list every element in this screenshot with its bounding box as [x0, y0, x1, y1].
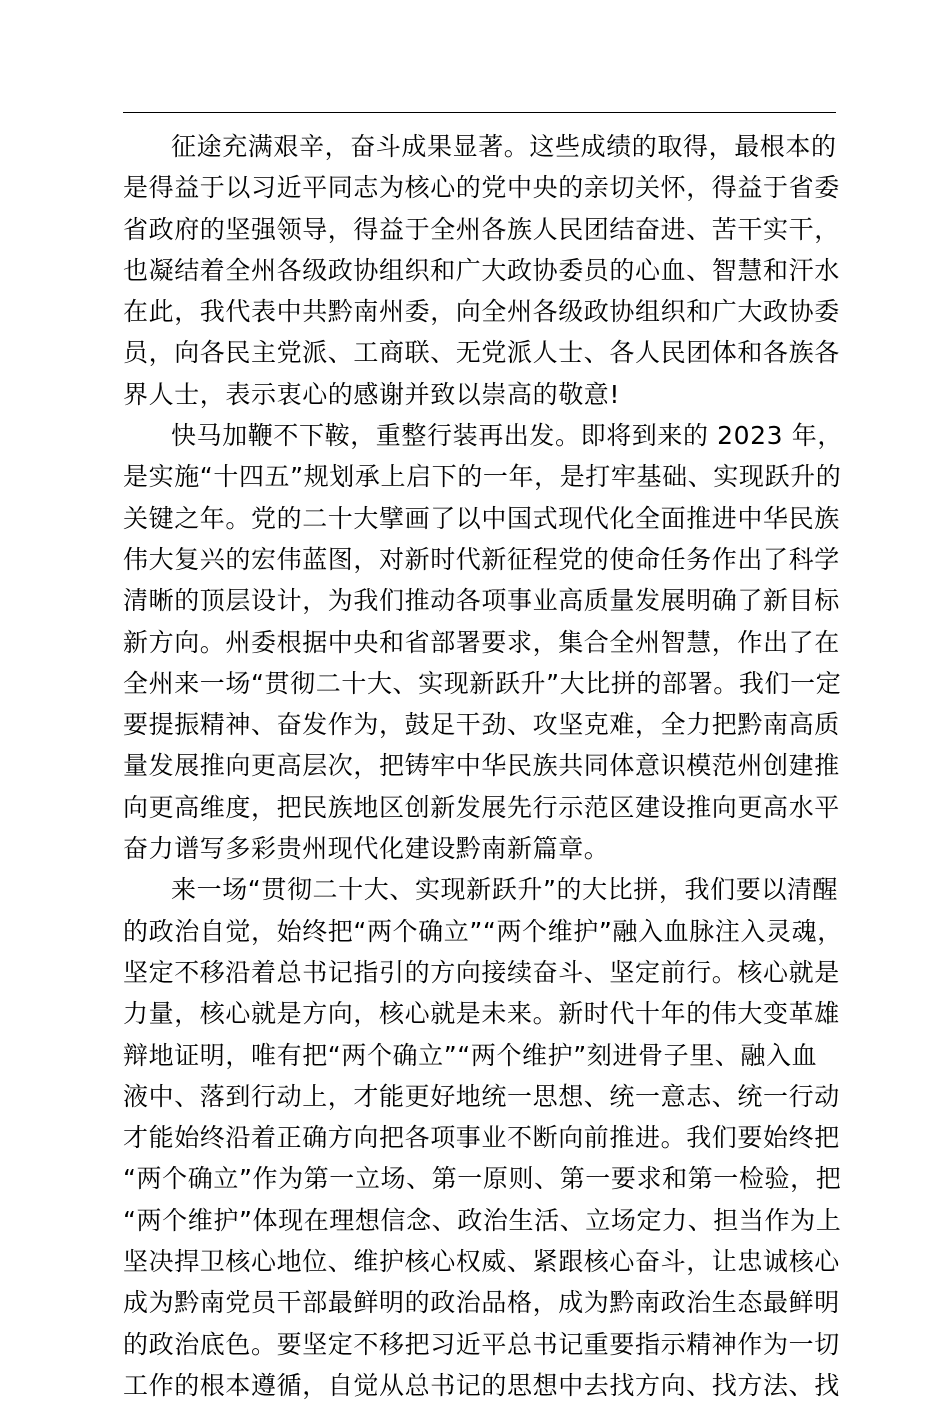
text-line: 是得益于以习近平同志为核心的党中央的亲切关怀，得益于省委 [123, 173, 840, 203]
text-line: 全州来一场“贯彻二十大、实现新跃升”大比拼的部署。我们一定 [123, 668, 842, 698]
text-line: 征途充满艰辛，奋斗成果显著。这些成绩的取得，最根本的 [171, 132, 837, 161]
text-line: 坚决捍卫核心地位、维护核心权威、紧跟核心奋斗，让忠诚核心 [123, 1247, 840, 1277]
text-line: 来一场“贯彻二十大、实现新跃升”的大比拼，我们要以清醒 [171, 875, 839, 905]
text-line: 关键之年。党的二十大擘画了以中国式现代化全面推进中华民族 [123, 503, 840, 533]
text-line: 液中、落到行动上，才能更好地统一思想、统一意志、统一行动 [123, 1081, 840, 1111]
text-line: 是实施“十四五”规划承上启下的一年，是打牢基础、实现跃升的 [123, 462, 842, 492]
text-line: 成为黔南党员干部最鲜明的政治品格，成为黔南政治生态最鲜明 [123, 1288, 840, 1318]
text-line: 清晰的顶层设计，为我们推动各项事业高质量发展明确了新目标 [123, 586, 840, 616]
text-line: 省政府的坚强领导，得益于全州各族人民团结奋进、苦干实干， [123, 214, 840, 244]
text-line: 奋力谱写多彩贵州现代化建设黔南新篇章。 [123, 834, 610, 864]
text-line: 界人士，表示衷心的感谢并致以崇高的敬意! [123, 379, 621, 409]
text-line: 的政治底色。要坚定不移把习近平总书记重要指示精神作为一切 [123, 1329, 840, 1359]
header-rule [123, 112, 836, 113]
text-line: 伟大复兴的宏伟蓝图，对新时代新征程党的使命任务作出了科学 [123, 544, 840, 574]
text-line: “两个确立”作为第一立场、第一原则、第一要求和第一检验，把 [123, 1164, 842, 1194]
text-line: 才能始终沿着正确方向把各项事业不断向前推进。我们要始终把 [123, 1123, 840, 1153]
text-line: 力量，核心就是方向，核心就是未来。新时代十年的伟大变革雄 [123, 999, 840, 1029]
text-line: 在此，我代表中共黔南州委，向全州各级政协组织和广大政协委 [123, 297, 840, 327]
text-line: 坚定不移沿着总书记指引的方向接续奋斗、坚定前行。核心就是 [123, 957, 840, 987]
text-line: 工作的根本遵循，自觉从总书记的思想中去找方向、找方法、找 [123, 1370, 840, 1400]
text-line: 员，向各民主党派、工商联、无党派人士、各人民团体和各族各 [123, 338, 840, 368]
body-text [123, 126, 863, 1406]
text-line: “两个维护”体现在理想信念、政治生活、立场定力、担当作为上 [123, 1205, 842, 1235]
text-line: 要提振精神、奋发作为，鼓足干劲、攻坚克难，全力把黔南高质 [123, 710, 840, 740]
text-line: 向更高维度，把民族地区创新发展先行示范区建设推向更高水平 [123, 792, 840, 822]
text-line: 快马加鞭不下鞍，重整行装再出发。即将到来的 2023 年， [171, 421, 843, 451]
text-line: 的政治自觉，始终把“两个确立”“两个维护”融入血脉注入灵魂， [123, 916, 843, 946]
text-line: 也凝结着全州各级政协组织和广大政协委员的心血、智慧和汗水 [123, 255, 840, 285]
text-line: 新方向。州委根据中央和省部署要求，集合全州智慧，作出了在 [123, 627, 840, 657]
text-line: 量发展推向更高层次，把铸牢中华民族共同体意识模范州创建推 [123, 751, 840, 781]
text-line: 辩地证明，唯有把“两个确立”“两个维护”刻进骨子里、融入血 [123, 1040, 818, 1070]
